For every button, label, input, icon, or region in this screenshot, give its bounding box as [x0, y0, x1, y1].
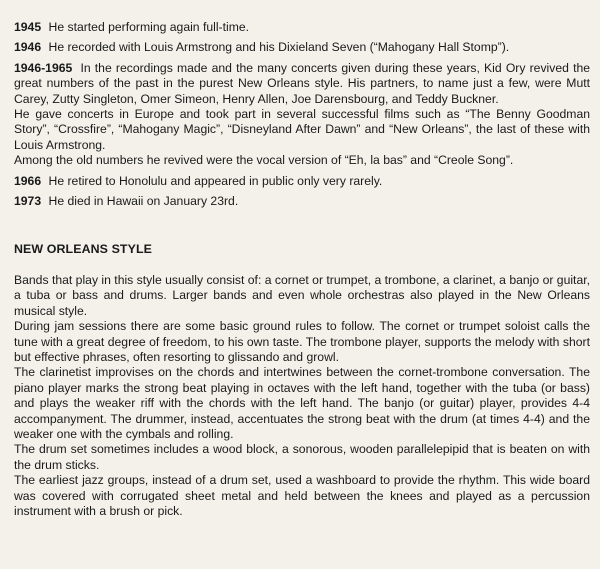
timeline-year: 1946-1965	[14, 60, 73, 75]
document-page	[14, 20, 590, 519]
section-spacer	[14, 214, 590, 242]
section-paragraph: During jam sessions there are some basic ground rules to follow. The cornet or trumpet soloist calls the tune with a great degree of freedom, to his own taste. The trombone player, supports the melody with short but effective phrases, often resorting to glissando and growl.	[14, 319, 590, 364]
timeline-entry-1966	[14, 174, 590, 189]
section-paragraph: The clarinetist improvises on the chords and intertwines between the cornet-trombone conversation. The piano player marks the strong beat playing in octaves with the left hand, together with the tuba (or bass) and plays the weaker riff with the chords with the left hand. The banjo (or guitar) player, provides 4-4 accompanyment. The drummer, instead, accentuates the strong beat with the drum (at times 4-4) and the weaker one with the cymbals and rolling.	[14, 365, 590, 441]
timeline-text: He retired to Honolulu and appeared in public only very rarely.	[48, 173, 383, 188]
timeline-entry-1945	[14, 20, 590, 35]
section-paragraph: Bands that play in this style usually consist of: a cornet or trumpet, a trombone, a clarinet, a banjo or guitar, a tuba or bass and drums. Larger bands and even whole orchestras also played in the New Orleans musical style.	[14, 272, 590, 318]
timeline-entry-1973	[14, 194, 590, 209]
new-orleans-style-section	[14, 242, 590, 519]
timeline-year: 1973	[14, 194, 42, 209]
timeline-text: He started performing again full-time.	[48, 20, 250, 34]
section-heading: NEW ORLEANS STYLE	[14, 242, 153, 257]
continuation-paragraph: Among the old numbers he revived were the vocal version of “Eh, la bas” and “Creole Song”.	[14, 153, 514, 168]
timeline-entry-1946	[14, 40, 590, 55]
timeline-text: He died in Hawaii on January 23rd.	[48, 194, 239, 209]
timeline-year: 1946	[14, 40, 42, 55]
section-paragraph: The earliest jazz groups, instead of a drum set, used a washboard to provide the rhythm. This wide board was covered with corrugated sheet metal and held between the knees and played as a percussion instrument with a brush or pick.	[14, 473, 590, 518]
timeline-text: In the recordings made and the many concerts given during these years, Kid Ory revived the great numbers of the past in the purest New Orleans style. His partners, to name just a few, were Mutt Carey, Zutty Singleton, Omer Simeon, Henry Allen, Joe Darensbourg, and Teddy Buckner.	[14, 60, 591, 106]
section-paragraph: The drum set sometimes includes a wood block, a sonorous, wooden parallelepipid that is beaten on with the drum sticks.	[14, 442, 590, 472]
timeline-year: 1945	[14, 20, 42, 34]
timeline-entry-1946-1965	[14, 61, 590, 107]
continuation-paragraph: He gave concerts in Europe and took part in several successful films such as “The Benny Goodman Story”, “Crossfire”, “Mahogany Magic”, “Disneyland After Dawn” and “New Orleans”, the last of these with Louis Armstrong.	[14, 107, 590, 152]
timeline-year: 1966	[14, 173, 42, 188]
timeline-text: He recorded with Louis Armstrong and his Dixieland Seven (“Mahogany Hall Stomp”).	[48, 40, 510, 55]
